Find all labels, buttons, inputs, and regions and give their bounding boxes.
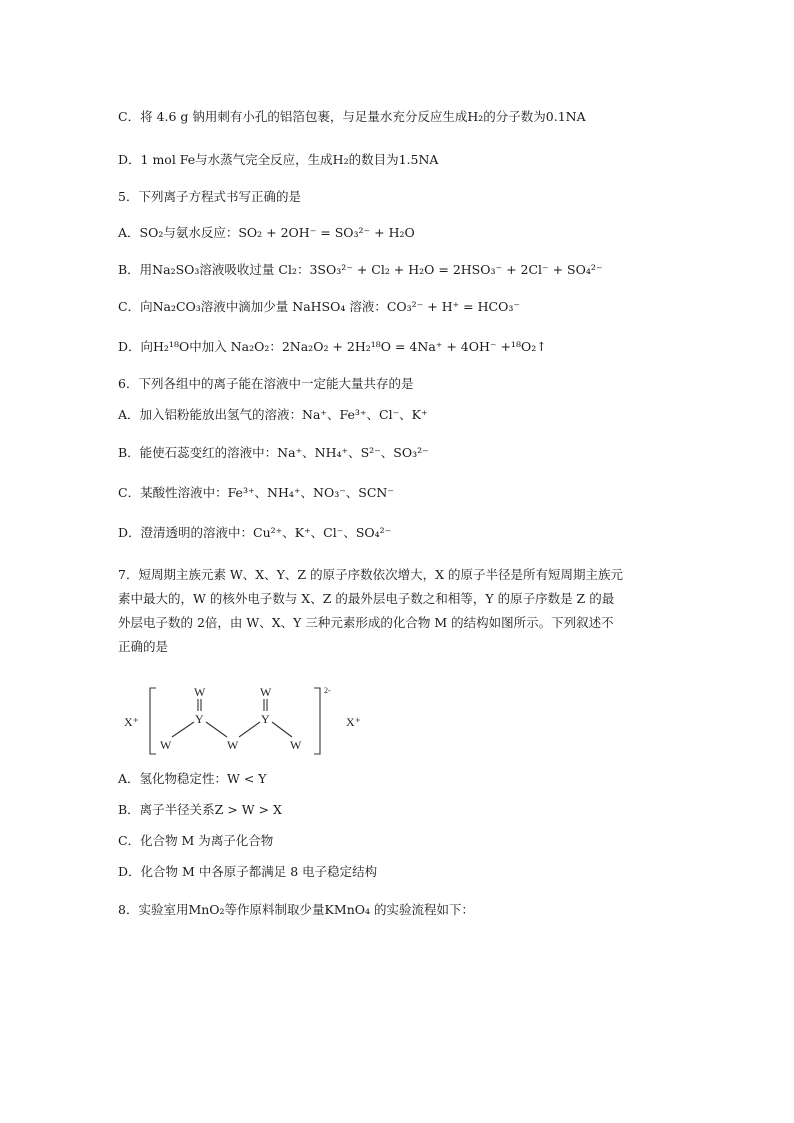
- q7-stem-line: 外层电子数的 2倍，由 W、X、Y 三种元素形成的化合物 M 的结构如图所示。下列叙述不: [118, 615, 614, 630]
- q7-stem-line: 素中最大的，W 的核外电子数与 X、Z 的最外层电子数之和相等，Y 的原子序数是 Z 的最: [118, 591, 615, 606]
- q4-option-c: C．将 4.6 g 钠用刺有小孔的铝箔包裹，与足量水充分反应生成H₂的分子数为0.1NA: [118, 109, 586, 124]
- q6-option-c: C．某酸性溶液中：Fe³⁺、NH₄⁺、NO₃⁻、SCN⁻: [118, 485, 394, 500]
- q5-stem: 5．下列离子方程式书写正确的是: [118, 189, 301, 204]
- atom-w-top-left: W: [194, 685, 206, 699]
- charge-label: 2-: [324, 686, 331, 695]
- atom-w-top-right: W: [260, 685, 272, 699]
- q7-option-c: C．化合物 M 为离子化合物: [118, 833, 274, 848]
- bond-wbridge-yr: [239, 722, 260, 737]
- right-bracket: [314, 688, 320, 754]
- q8-stem: 8．实验室用MnO₂等作原料制取少量KMnO₄ 的实验流程如下：: [118, 902, 474, 917]
- q6-option-a: A．加入铝粉能放出氢气的溶液：Na⁺、Fe³⁺、Cl⁻、K⁺: [118, 407, 428, 422]
- bond-yl-wbridge: [206, 722, 227, 737]
- atom-y-left: Y: [195, 712, 204, 726]
- q7-stem-line: 7．短周期主族元素 W、X、Y、Z 的原子序数依次增大，X 的原子半径是所有短周期主族元: [118, 567, 623, 582]
- q6-stem: 6．下列各组中的离子能在溶液中一定能大量共存的是: [118, 376, 414, 391]
- compound-m-structure-diagram: [118, 682, 378, 760]
- q5-option-c: C．向Na₂CO₃溶液中滴加少量 NaHSO₄ 溶液：CO₃²⁻ + H⁺ = HCO₃⁻: [118, 299, 520, 314]
- cation-right-label: X⁺: [346, 715, 361, 729]
- q6-option-d: D．澄清透明的溶液中：Cu²⁺、K⁺、Cl⁻、SO₄²⁻: [118, 525, 392, 540]
- bond-yr-wr: [272, 722, 292, 737]
- q5-option-a: A．SO₂与氨水反应：SO₂ + 2OH⁻ = SO₃²⁻ + H₂O: [118, 225, 415, 240]
- bond-yl-wl: [172, 722, 194, 737]
- atom-y-right: Y: [261, 712, 270, 726]
- q7-stem: [118, 563, 678, 659]
- q7-option-d: D．化合物 M 中各原子都满足 8 电子稳定结构: [118, 864, 378, 879]
- q7-option-b: B．离子半径关系Z > W > X: [118, 802, 282, 817]
- atom-w-bridge: W: [227, 738, 239, 752]
- q5-option-b: B．用Na₂SO₃溶液吸收过量 Cl₂：3SO₃²⁻ + Cl₂ + H₂O = 2HSO₃⁻ + 2Cl⁻ + SO₄²⁻: [118, 262, 603, 277]
- q6-option-b: B．能使石蕊变红的溶液中：Na⁺、NH₄⁺、S²⁻、SO₃²⁻: [118, 445, 429, 460]
- atom-w-bottom-right: W: [290, 738, 302, 752]
- atom-w-bottom-left: W: [160, 738, 172, 752]
- q7-option-a: A．氢化物稳定性：W < Y: [118, 771, 267, 786]
- q4-option-d: D．1 mol Fe与水蒸气完全反应，生成H₂的数目为1.5NA: [118, 152, 439, 167]
- left-bracket: [150, 688, 156, 754]
- cation-left-label: X⁺: [124, 715, 139, 729]
- q7-stem-line: 正确的是: [118, 639, 169, 654]
- q5-option-d: D．向H₂¹⁸O中加入 Na₂O₂：2Na₂O₂ + 2H₂¹⁸O = 4Na⁺ + 4OH⁻ +¹⁸O₂↑: [118, 339, 547, 354]
